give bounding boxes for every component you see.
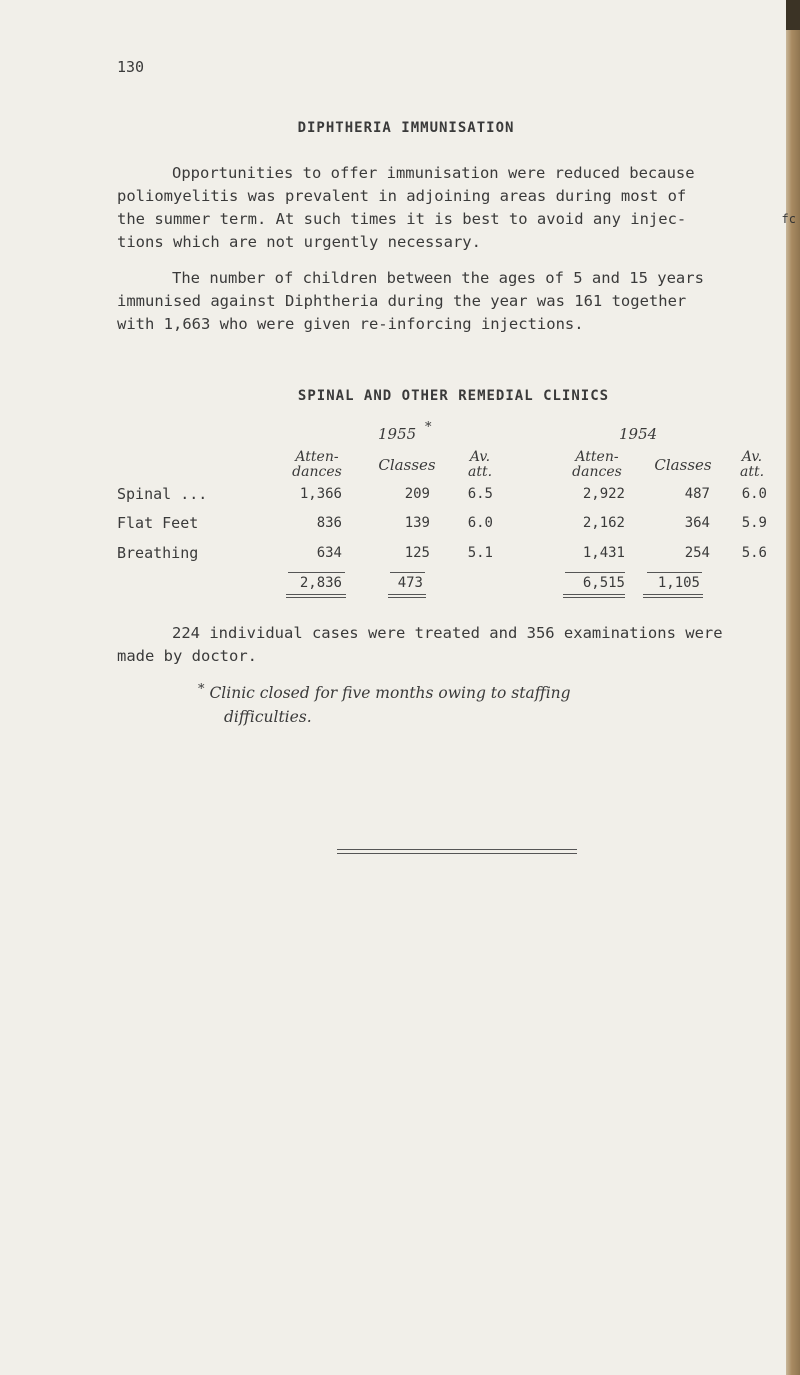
col-header-attendances-1955 [284,450,350,480]
footnote-marker: * [424,420,432,435]
table-cell: 487 [684,486,710,502]
col-header-line: Av. [741,449,763,465]
table-cell: 1,431 [582,545,625,561]
row-label-breathing: Breathing [117,544,199,562]
paragraph-line: poliomyelitis was prevalent in adjoining areas during most of [117,187,687,205]
paragraph-cases [117,622,787,668]
year-1954-header: 1954 [619,425,658,443]
col-header-classes-1954: Classes [654,456,712,474]
table-cell: 836 [316,515,342,531]
page-edge-shadow [786,0,800,1375]
total-rule [647,572,702,573]
paragraph-line: 224 individual cases were treated and 356 examinations were [172,624,723,642]
table-cell: 634 [316,545,342,561]
total-underline [563,594,625,595]
paragraph-line: made by doctor. [117,647,257,665]
table-cell: 139 [404,515,430,531]
paragraph-immunisation [117,162,787,254]
table-cell: 2,162 [582,515,625,531]
total-underline [643,597,703,598]
col-header-line: dances [572,464,622,480]
table-cell: 254 [684,545,710,561]
total-cell: 6,515 [582,575,625,591]
paragraph-diphtheria-count [117,267,787,336]
end-rule [337,853,577,854]
col-header-line: dances [292,464,342,480]
total-underline [563,597,625,598]
paragraph-line: the summer term. At such times it is best to avoid any injec- [117,210,687,228]
table-cell: 5.6 [741,545,767,561]
total-underline [286,594,346,595]
col-header-avatt-1954 [728,450,776,480]
table-cell: 364 [684,515,710,531]
total-underline [643,594,703,595]
table-cell: 125 [404,545,430,561]
table-cell: 2,922 [582,486,625,502]
paragraph-line: tions which are not urgently necessary. [117,233,481,251]
total-cell: 473 [397,575,423,591]
col-header-avatt-1955 [456,450,504,480]
footnote-marker: * [198,682,205,697]
row-label-spinal: Spinal ... [117,485,208,503]
total-rule [390,572,425,573]
footnote-line: difficulties. [224,708,312,726]
footnote-line: Clinic closed for five months owing to staffing [209,684,571,702]
table-title: SPINAL AND OTHER REMEDIAL CLINICS [297,388,610,404]
page-title: DIPHTHERIA IMMUNISATION [297,120,515,136]
col-header-attendances-1954 [564,450,630,480]
col-header-line: att. [467,464,493,480]
year-1955-header [378,420,432,443]
edge-fragment: fc [781,212,796,226]
table-cell: 5.1 [467,545,493,561]
footnote [198,682,571,706]
col-header-line: Av. [469,449,491,465]
total-cell: 2,836 [299,575,342,591]
table-cell: 6.0 [741,486,767,502]
table-cell: 1,366 [299,486,342,502]
col-header-line: Atten- [295,449,339,465]
table-cell: 6.5 [467,486,493,502]
page-number: 130 [117,58,145,76]
total-underline [388,597,426,598]
end-rule [337,849,577,850]
paragraph-line: immunised against Diphtheria during the year was 161 together [117,292,687,310]
col-header-line: Atten- [575,449,619,465]
paragraph-line: The number of children between the ages of 5 and 15 years [172,269,704,287]
paragraph-line: Opportunities to offer immunisation were reduced because [172,164,695,182]
total-underline [388,594,426,595]
col-header-line: att. [739,464,765,480]
total-rule [565,572,625,573]
table-cell: 209 [404,486,430,502]
row-label-flat-feet: Flat Feet [117,514,199,532]
table-cell: 6.0 [467,515,493,531]
year-1955-label: 1955 [378,425,417,443]
paragraph-line: with 1,663 who were given re-inforcing injections. [117,315,584,333]
col-header-classes-1955: Classes [378,456,436,474]
total-underline [286,597,346,598]
page-edge-top [786,0,800,30]
total-rule [288,572,345,573]
table-cell: 5.9 [741,515,767,531]
total-cell: 1,105 [657,575,700,591]
